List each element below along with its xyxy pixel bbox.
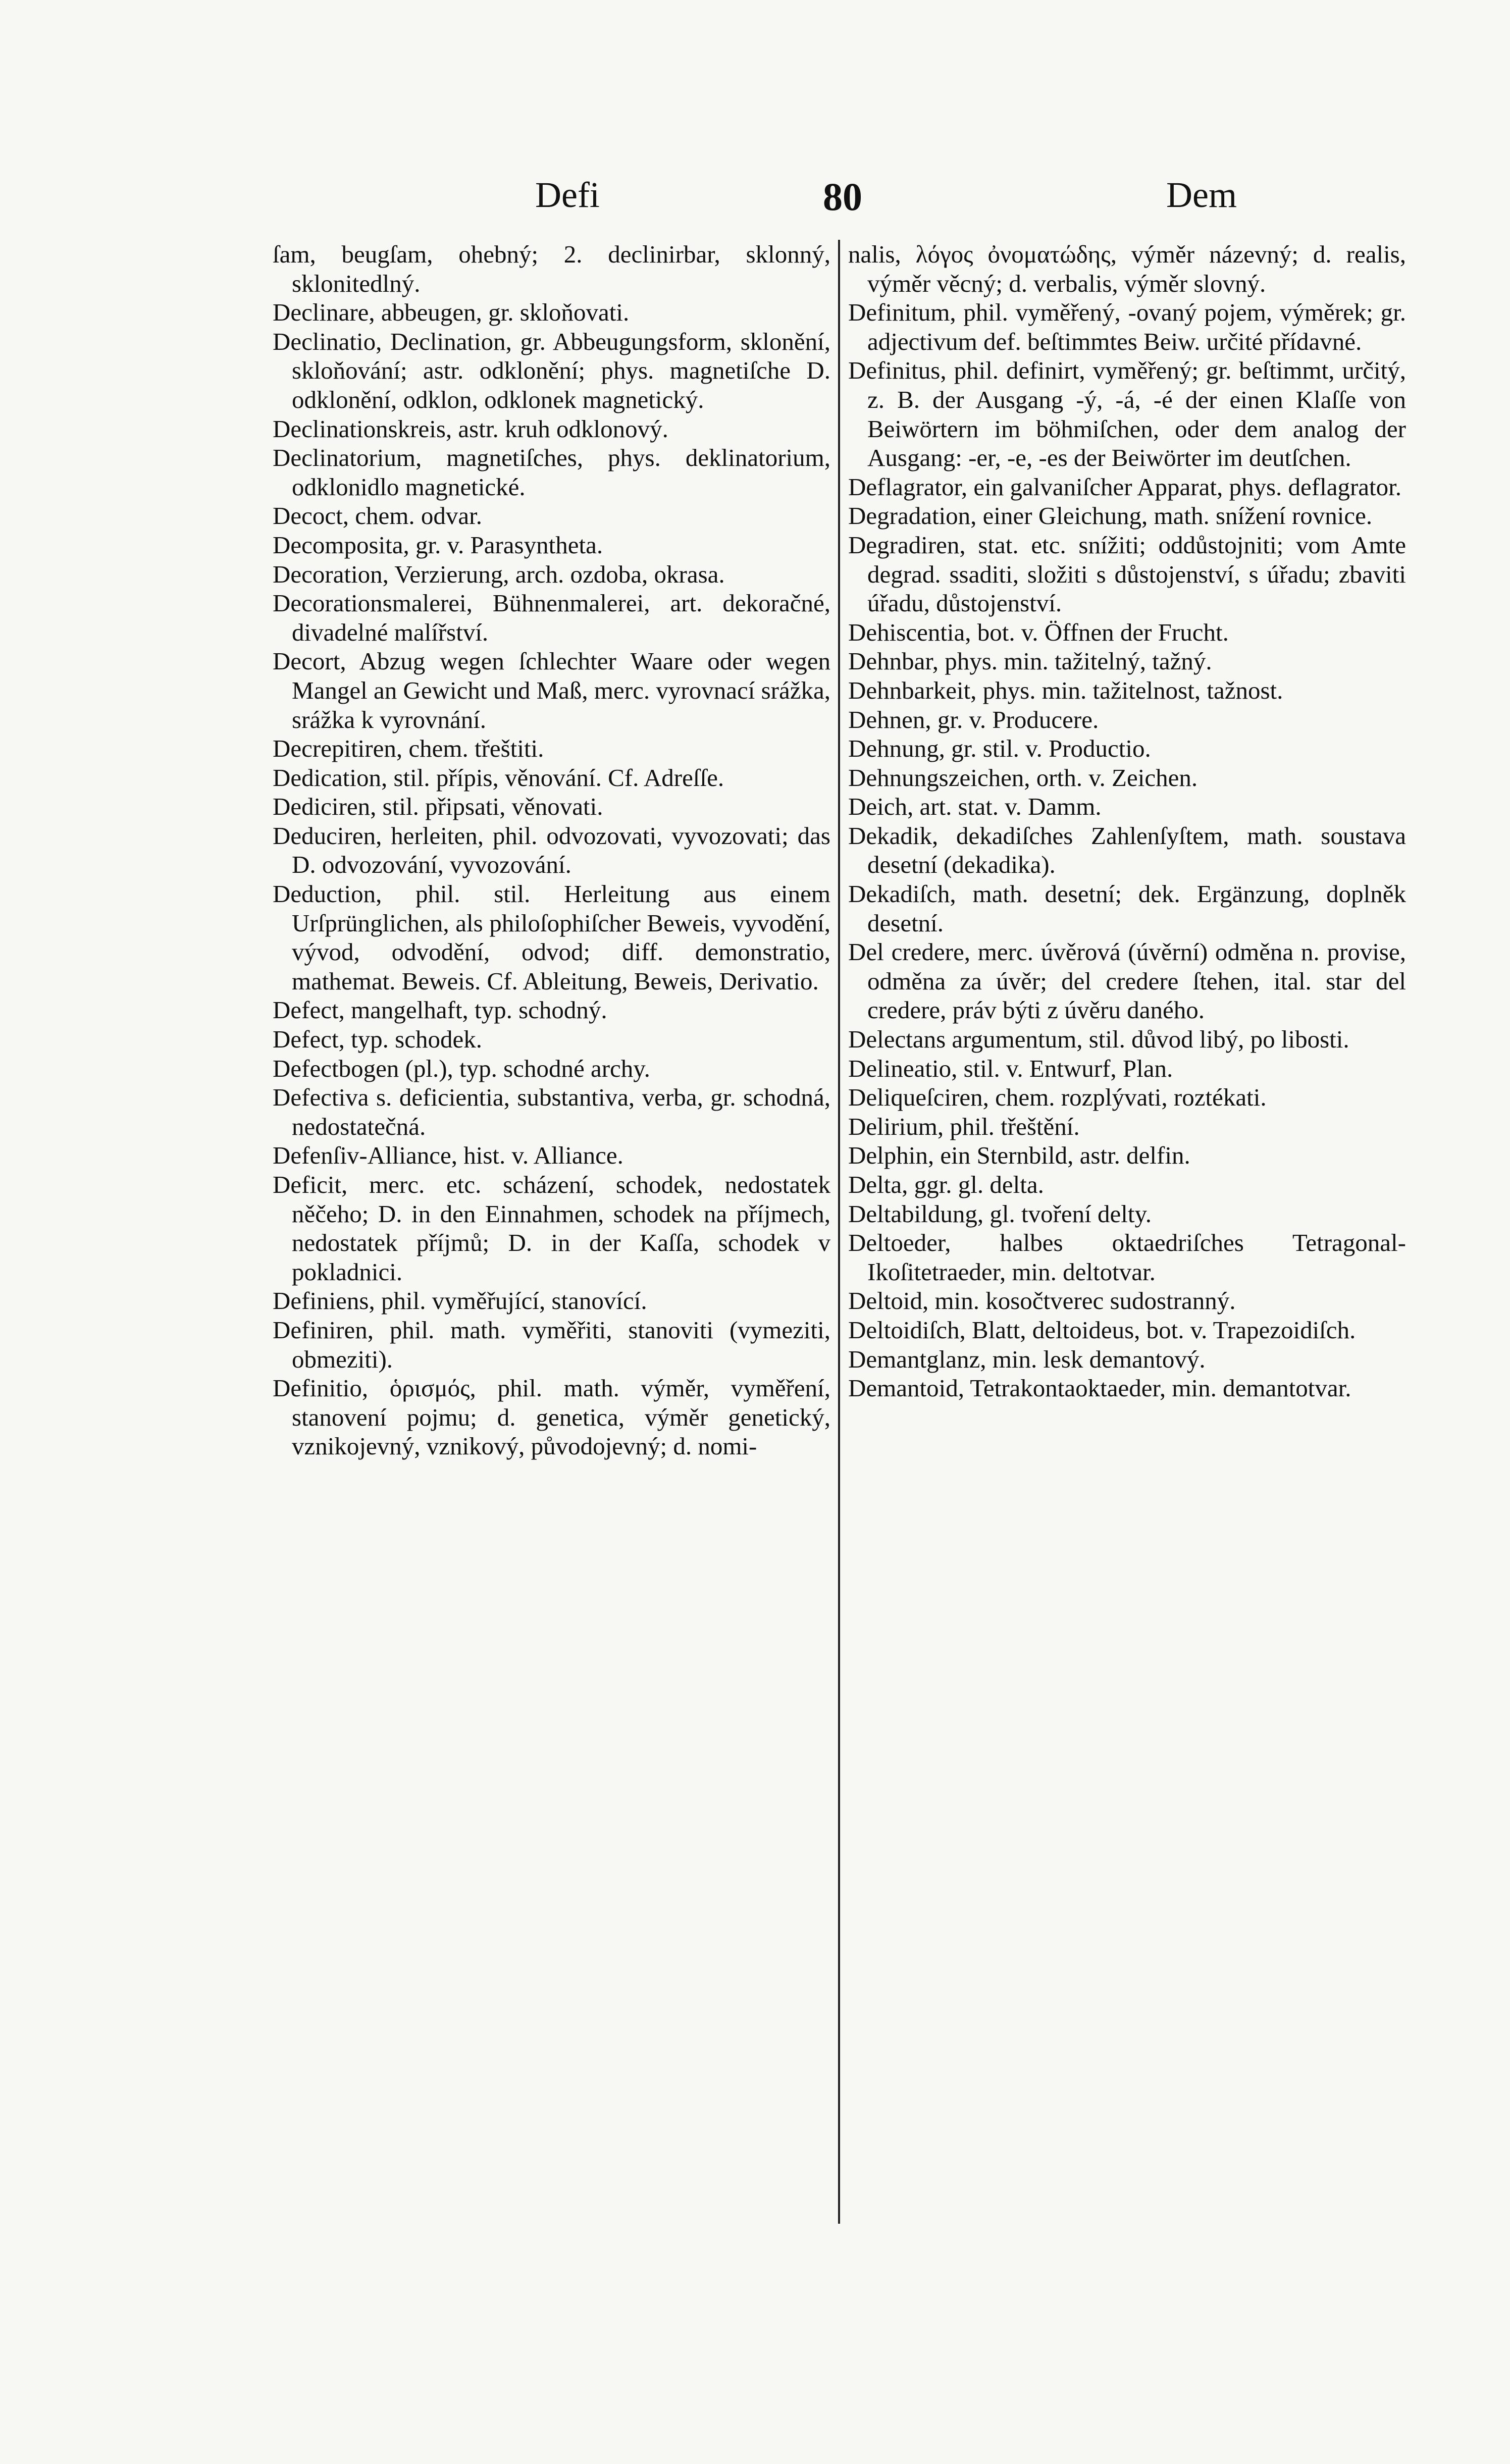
header-right-guideword: Dem <box>1166 175 1237 215</box>
entry: Degradation, einer Gleichung, math. snížení rovnice. <box>848 502 1373 530</box>
entry: Degradiren, stat. etc. snížiti; oddůstojniti; vom Amte degrad. ssaditi, složiti s důstojenství, s úřadu; zbaviti úřadu, důstojenství. <box>848 531 1406 617</box>
entry: Deficit, merc. etc. scházení, schodek, nedostatek něčeho; D. in den Einnahmen, schodek na příjmech, nedostatek příjmů; D. in der Kaſſa, schodek v pokladnici. <box>273 1171 830 1286</box>
entry: Declinatorium, magnetiſches, phys. deklinatorium, odklonidlo magnetické. <box>273 444 830 501</box>
entry: Definitus, phil. definirt, vyměřený; gr. beſtimmt, určitý, z. B. der Ausgang -ý, -á, -é der einen Klaſſe von Beiwörtern im böhmiſchen, oder dem analog der Ausgang: -er, -e, -es der Beiwörter im deutſchen. <box>848 356 1406 472</box>
entry: Definiens, phil. vyměřující, stanovící. <box>273 1287 647 1315</box>
left-column <box>273 240 830 2259</box>
entry: Decoct, chem. odvar. <box>273 502 482 530</box>
entry: Decomposita, gr. v. Parasyntheta. <box>273 531 603 559</box>
entry: Dekadik, dekadiſches Zahlenſyſtem, math. soustava desetní (dekadika). <box>848 821 1406 879</box>
entry: Dediciren, stil. připsati, věnovati. <box>273 793 603 821</box>
entry: Demantglanz, min. lesk demantový. <box>848 1345 1206 1373</box>
entry: Defectbogen (pl.), typ. schodné archy. <box>273 1054 650 1082</box>
entry: Declinatio, Declination, gr. Abbeugungsform, sklonění, skloňování; astr. odklonění; phys. magnetiſche D. odklonění, odklon, odklonek magnetický. <box>273 327 830 413</box>
entry: Deliqueſciren, chem. rozplývati, roztékati. <box>848 1083 1267 1112</box>
page-number: 80 <box>823 175 862 219</box>
entry: Deltoeder, halbes oktaedriſches Tetragonal-Ikoſitetraeder, min. deltotvar. <box>848 1229 1406 1286</box>
entry: Delineatio, stil. v. Entwurf, Plan. <box>848 1054 1173 1082</box>
entry: Delectans argumentum, stil. důvod libý, po libosti. <box>848 1025 1349 1054</box>
entry: Deltoid, min. kosočtverec sudostranný. <box>848 1287 1236 1315</box>
entry: Dehnbarkeit, phys. min. tažitelnost, tažnost. <box>848 676 1283 704</box>
entry: ſam, beugſam, ohebný; 2. declinirbar, sklonný, sklonitedlný. <box>273 240 830 297</box>
entry: Defectiva s. deficientia, substantiva, verba, gr. schodná, nedostatečná. <box>273 1083 830 1140</box>
entry: Dehnungszeichen, orth. v. Zeichen. <box>848 763 1198 792</box>
entry: Delphin, ein Sternbild, astr. delfin. <box>848 1141 1190 1170</box>
entry: Defenſiv-Alliance, hist. v. Alliance. <box>273 1141 623 1170</box>
entry: Dehnung, gr. stil. v. Productio. <box>848 735 1151 763</box>
entry: Deltabildung, gl. tvoření delty. <box>848 1199 1152 1228</box>
header-left-guideword: Defi <box>535 175 600 215</box>
entry: Dedication, stil. přípis, věnování. Cf. Adreſſe. <box>273 763 724 792</box>
entry: nalis, λόγος ὀνοματώδης, výměr názevný; d. realis, výměr věcný; d. verbalis, výměr slovný. <box>848 240 1406 297</box>
entry: Declinationskreis, astr. kruh odklonový. <box>273 414 668 443</box>
entry: Deltoidiſch, Blatt, deltoideus, bot. v. Trapezoidiſch. <box>848 1316 1356 1344</box>
entry: Del credere, merc. úvěrová (úvěrní) odměna n. provise, odměna za úvěr; del credere ſtehen, ital. star del credere, práv býti z úvěru daného. <box>848 938 1406 1024</box>
entry: Deich, art. stat. v. Damm. <box>848 793 1102 821</box>
column-divider <box>838 240 840 2224</box>
entry: Decoration, Verzierung, arch. ozdoba, okrasa. <box>273 560 725 588</box>
entry: Deduciren, herleiten, phil. odvozovati, vyvozovati; das D. odvozování, vyvozování. <box>273 821 830 879</box>
entry: Defect, mangelhaft, typ. schodný. <box>273 996 607 1024</box>
entry: Deflagrator, ein galvaniſcher Apparat, phys. deflagrator. <box>848 473 1402 501</box>
entry: Declinare, abbeugen, gr. skloňovati. <box>273 298 630 327</box>
entry: Dehnen, gr. v. Producere. <box>848 705 1099 733</box>
entry: Dekadiſch, math. desetní; dek. Ergänzung, doplněk desetní. <box>848 880 1406 937</box>
entry: Definiren, phil. math. vyměřiti, stanoviti (vymeziti, obmeziti). <box>273 1316 830 1373</box>
entry: Delta, ggr. gl. delta. <box>848 1171 1044 1198</box>
entry: Definitum, phil. vyměřený, -ovaný pojem, výměrek; gr. adjectivum def. beſtimmtes Beiw. určité přídavné. <box>848 298 1406 355</box>
entry: Dehiscentia, bot. v. Öffnen der Frucht. <box>848 618 1229 646</box>
entry: Defect, typ. schodek. <box>273 1025 482 1054</box>
entry: Decrepitiren, chem. třeštiti. <box>273 735 544 763</box>
entry: Decort, Abzug wegen ſchlechter Waare oder wegen Mangel an Gewicht und Maß, merc. vyrovnací srážka, srážka k vyrovnání. <box>273 647 830 733</box>
entry: Delirium, phil. třeštění. <box>848 1112 1080 1140</box>
entry: Definitio, ὁρισμός, phil. math. výměr, vyměření, stanovení pojmu; d. genetica, výměr genetický, vznikojevný, vznikový, původojevný; d. nomi- <box>273 1374 830 1460</box>
entry: Deduction, phil. stil. Herleitung aus einem Urſprünglichen, als philoſophiſcher Beweis, vyvodění, vývod, odvodění, odvod; diff. demonstratio, mathemat. Beweis. Cf. Ableitung, Beweis, Derivatio. <box>273 880 830 995</box>
page-header <box>273 174 1424 230</box>
right-column <box>848 240 1406 2259</box>
entry: Decorationsmalerei, Bühnenmalerei, art. dekoračné, divadelné malířství. <box>273 589 830 646</box>
entry: Dehnbar, phys. min. tažitelný, tažný. <box>848 647 1212 675</box>
entry: Demantoid, Tetrakontaoktaeder, min. demantotvar. <box>848 1374 1351 1402</box>
